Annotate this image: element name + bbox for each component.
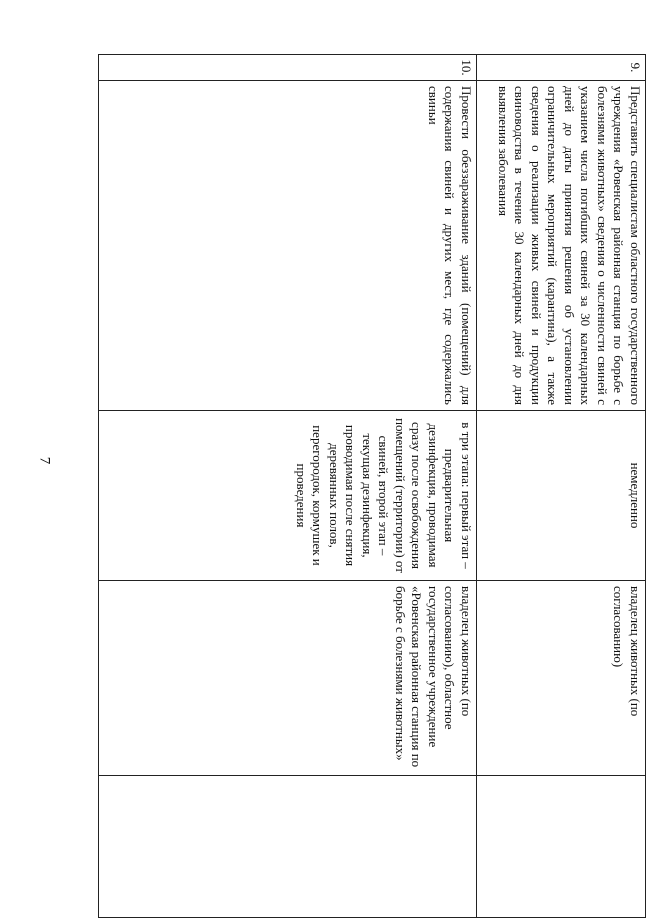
row-number: 10. <box>99 55 477 81</box>
measures-table-wrapper <box>98 54 646 918</box>
measure-description: Провести обеззараживание зданий (помещений) для содержания свиней и других мест, где содержались свиньи <box>99 81 477 411</box>
table-row <box>477 55 646 918</box>
term-cell: в три этапа: первый этап – предварительная дезинфекция, проводимая сразу после освобождения помещений (территории) от свиней, второй этап – текущая дезинфекция, проводимая после снятия деревянных полов, перегородок, кормушек и проведения <box>99 411 477 581</box>
responsible-cell: владелец животных (по согласованию) <box>477 581 646 776</box>
responsible-cell: владелец животных (по согласованию), областное государственное учреждение «Ровенская районная станция по борьбе с болезнями животных» <box>99 581 477 776</box>
row-number: 9. <box>477 55 646 81</box>
empty-cell <box>477 776 646 918</box>
table-row <box>99 55 477 918</box>
page-number: 7 <box>36 456 53 465</box>
measure-description: Представить специалистам областного государственного учреждения «Ровенская районная станция по борьбе с болезнями животных» сведения о численности свиней с указанием числа погибших свиней за 30 календарных дней до даты принятия решения об установлении ограничительных мероприятий (карантина), а также сведения о реализации живых свиней и продукции свиноводства в течение 30 календарных дней до дня выявления заболевания <box>477 81 646 411</box>
empty-cell <box>99 776 477 918</box>
term-cell: немедленно <box>477 411 646 581</box>
measures-table <box>98 54 646 918</box>
